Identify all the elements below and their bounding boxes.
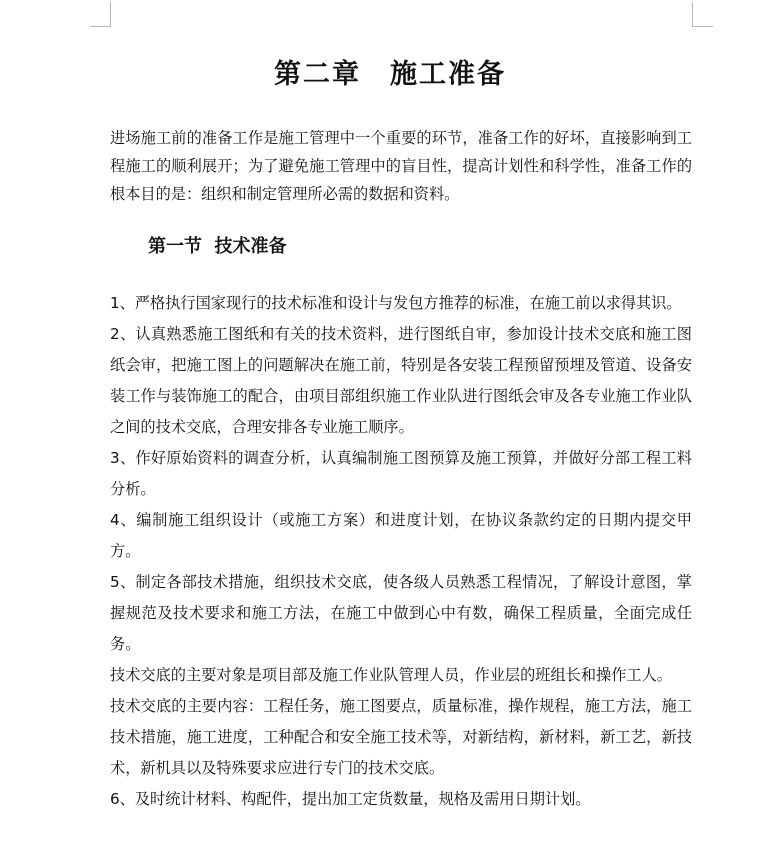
paragraph-item-5: 5、制定各部技术措施，组织技术交底，使各级人员熟悉工程情况，了解设计意图，掌握规范及技术要求和施工方法，在施工中做到心中有数，确保工程质量，全面完成任务。: [110, 573, 692, 653]
page-corner-mark-top-left: [90, 2, 111, 27]
paragraph-item-2: 2、认真熟悉施工图纸和有关的技术资料，进行图纸自审，参加设计技术交底和施工图纸会审，把施工图上的问题解决在施工前，特别是各安装工程预留预埋及管道、设备安装工作与装饰施工的配合，由项目部组织施工作业队进行图纸会审及各专业施工作业队之间的技术交底，合理安排各专业施工顺序。: [110, 325, 692, 436]
paragraph-item-7: 技术交底的主要内容：工程任务，施工图要点，质量标准，操作规程，施工方法，施工技术措施，施工进度，工种配合和安全施工技术等，对新结构，新材料，新工艺，新技术，新机具以及特殊要求应进行专门的技术交底。: [110, 697, 692, 777]
paragraph-list: [110, 288, 692, 815]
paragraph-item-3: 3、作好原始资料的调查分析，认真编制施工图预算及施工预算，并做好分部工程工料分析。: [110, 449, 692, 498]
chapter-title: 第二章 施工准备: [274, 59, 506, 90]
document-body: [110, 124, 692, 815]
section-title: 第一节 技术准备: [148, 236, 287, 257]
paragraph-item-4: 4、编制施工组织设计（或施工方案）和进度计划，在协议条款约定的日期内提交甲方。: [110, 511, 692, 560]
paragraph-item-8: 6、及时统计材料、构配件，提出加工定货数量，规格及需用日期计划。: [110, 790, 591, 808]
page-corner-mark-top-right: [692, 2, 713, 27]
paragraph-item-1: 1、严格执行国家现行的技术标准和设计与发包方推荐的标准，在施工前以求得其识。: [110, 294, 682, 312]
intro-paragraph: 进场施工前的准备工作是施工管理中一个重要的环节，准备工作的好坏，直接影响到工程施工的顺利展开；为了避免施工管理中的盲目性，提高计划性和科学性，准备工作的根本目的是：组织和制定管理所必需的数据和资料。: [110, 129, 692, 203]
paragraph-item-6: 技术交底的主要对象是项目部及施工作业队管理人员，作业层的班组长和操作工人。: [110, 666, 672, 684]
